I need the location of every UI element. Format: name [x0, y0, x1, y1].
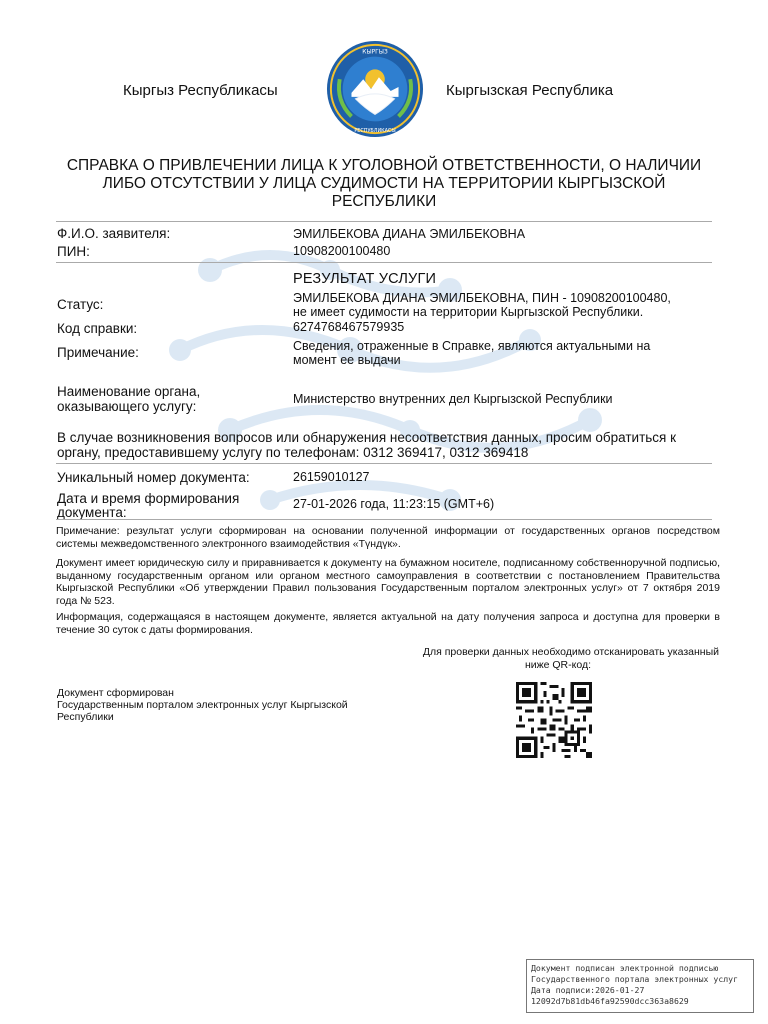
footer-line3: Республики — [57, 711, 114, 723]
datetime-label-line2: документа: — [57, 505, 127, 520]
pin-label: ПИН: — [57, 244, 90, 259]
note-paragraph-3: Информация, содержащаяся в настоящем документе, является актуальной на дату получения запроса и доступна для проверки в течение 30 суток с даты формирования. — [56, 611, 720, 636]
result-section-title: РЕЗУЛЬТАТ УСЛУГИ — [293, 271, 437, 287]
code-value: 6274768467579935 — [293, 320, 405, 334]
signature-line1: Документ подписан электронной подписью — [531, 963, 719, 973]
document-title: СПРАВКА О ПРИВЛЕЧЕНИИ ЛИЦА К УГОЛОВНОЙ ОТВЕТСТВЕННОСТИ, О НАЛИЧИИ ЛИБО ОТСУТСТВИИ У ЛИЦА СУДИМОСТИ НА ТЕРРИТОРИИ КЫРГЫЗСКОЙ РЕСПУБЛИКИ — [66, 157, 702, 210]
country-name-russian: Кыргызская Республика — [446, 82, 614, 99]
agency-value: Министерство внутренних дел Кыргызской Республики — [293, 392, 613, 406]
divider — [56, 463, 712, 464]
pin-value: 10908200100480 — [293, 244, 391, 258]
contact-line1: В случае возникновения вопросов или обнаружения несоответствия данных, просим обратиться к — [57, 430, 677, 445]
uid-label: Уникальный номер документа: — [57, 470, 250, 485]
note-value-line2: момент ее выдачи — [293, 353, 401, 367]
note-paragraph-2: Документ имеет юридическую силу и приравнивается к документу на бумажном носителе, подписанному собственноручной подписью, выданному государственным органом или органом местного самоуправления в соответствии с постановлением Правительства Кыргызской Республики «Об утверждении Правил пользования Государственным порталом электронных услуг» от 7 октября 2019 года № 523. — [56, 557, 720, 607]
note-label: Примечание: — [57, 345, 139, 360]
applicant-name-value: ЭМИЛБЕКОВА ДИАНА ЭМИЛБЕКОВНА — [293, 227, 526, 241]
divider — [56, 262, 712, 263]
signature-line2: Государственного портала электронных услуг — [531, 974, 739, 984]
footer-line2: Государственным порталом электронных услуг Кыргызской — [57, 699, 348, 711]
datetime-label-line1: Дата и время формирования — [57, 491, 240, 506]
applicant-name-label: Ф.И.О. заявителя: — [57, 226, 171, 241]
status-label: Статус: — [57, 297, 104, 312]
status-value-line2: не имеет судимости на территории Кыргызской Республики. — [293, 305, 644, 319]
electronic-signature-box — [526, 959, 754, 1013]
qr-code[interactable] — [514, 682, 594, 758]
divider — [56, 519, 712, 520]
divider — [56, 221, 712, 222]
agency-label-line1: Наименование органа, — [57, 384, 201, 399]
country-name-kyrgyz: Кыргыз Республикасы — [123, 82, 278, 99]
agency-label-line2: оказывающего услугу: — [57, 399, 197, 414]
signature-date: Дата подписи:2026-01-27 — [531, 985, 645, 995]
svg-text:КЫРГЫЗ: КЫРГЫЗ — [362, 49, 388, 56]
note-paragraph-1: Примечание: результат услуги сформирован на основании полученной информации от государственных органов посредством системы межведомственного электронного взаимодействия «Түндүк». — [56, 525, 720, 550]
svg-text:РЕСПУБЛИКАСЫ: РЕСПУБЛИКАСЫ — [354, 128, 396, 135]
footer-line1: Документ сформирован — [57, 687, 174, 699]
status-value-line1: ЭМИЛБЕКОВА ДИАНА ЭМИЛБЕКОВНА, ПИН - 10908200100480, — [293, 291, 671, 305]
contact-line2: органу, предоставившему услугу по телефонам: 0312 369417, 0312 369418 — [57, 445, 529, 460]
note-value-line1: Сведения, отраженные в Справке, являются актуальными на — [293, 339, 651, 353]
uid-value: 26159010127 — [293, 470, 370, 484]
datetime-value: 27-01-2026 года, 11:23:15 (GMT+6) — [293, 497, 495, 511]
code-label: Код справки: — [57, 321, 138, 336]
qr-caption-line1: Для проверки данных необходимо отсканировать указанный — [422, 646, 719, 658]
state-emblem-icon — [326, 40, 424, 138]
signature-hash: 12092d7b81db46fa92590dcc363a8629 — [531, 996, 689, 1006]
qr-caption-line2: ниже QR-код: — [524, 659, 591, 671]
